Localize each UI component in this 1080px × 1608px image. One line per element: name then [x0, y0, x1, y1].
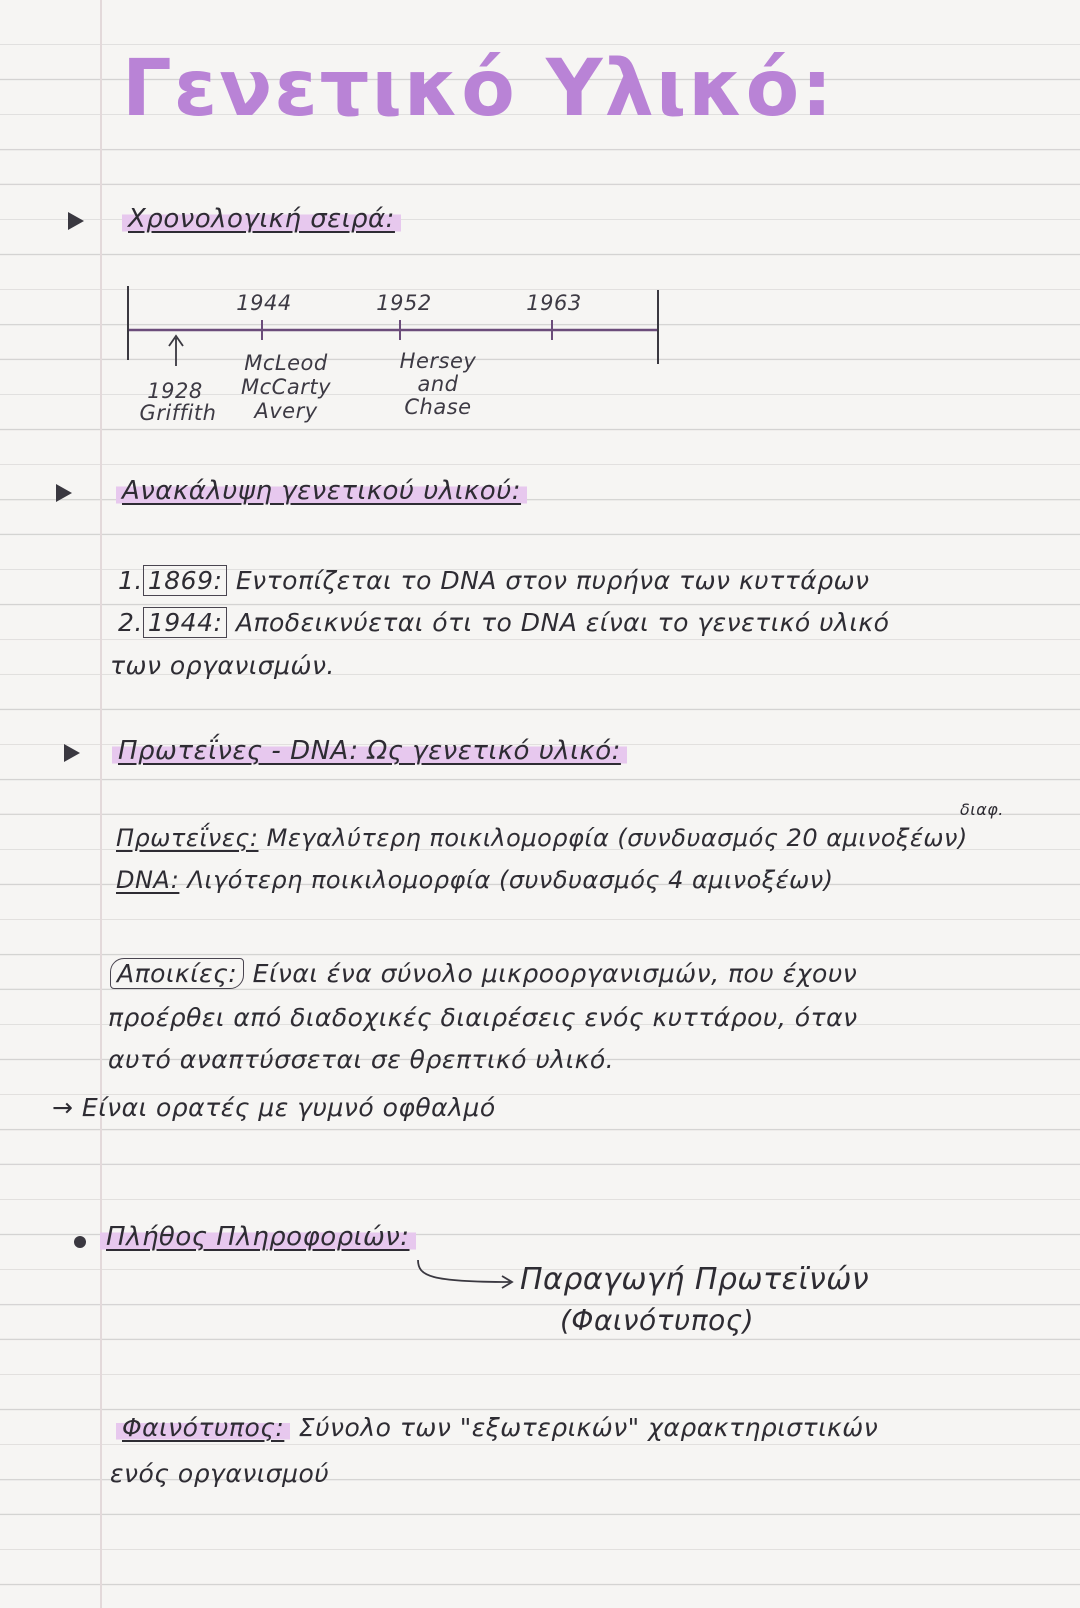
year-box: 1869: [143, 565, 228, 596]
phenotype-definition: Φαινότυπος: Σύνολο των "εξωτερικών" χαρακτηριστικών [116, 1410, 878, 1446]
phenotype-parenthetical: (Φαινότυπος) [560, 1304, 755, 1337]
phenotype-continuation: ενός οργανισμού [110, 1459, 330, 1488]
timeline-year-1944: 1944 [236, 291, 292, 315]
hook-arrow-icon [410, 1256, 520, 1296]
margin-line [100, 0, 102, 1608]
colonies-line-2: προέρθει από διαδοχικές διαιρέσεις ενός κυττάρου, όταν [108, 1003, 858, 1032]
timeline-1952-name-1: Hersey [399, 349, 477, 373]
timeline-1944-name-2: McCarty [241, 375, 331, 399]
timeline-1944-name-3: Avery [254, 399, 318, 423]
proteins-line: Πρωτεΐνες: Μεγαλύτερη ποικιλομορφία (συνδυασμός 20 αμινοξέων) [116, 824, 968, 852]
timeline-1944-name-1: McLeod [244, 351, 328, 375]
timeline-1952-name-2: and [417, 372, 459, 396]
discovery-continuation: των οργανισμών. [110, 651, 335, 680]
section-heading-chronology: Χρονολογική σειρά: [122, 204, 401, 234]
timeline-year-1952: 1952 [376, 291, 432, 315]
colonies-label: Αποικίες: [110, 958, 244, 989]
page-title: Γενετικό Υλικό: [122, 44, 835, 134]
discovery-item-1: 1. 1869: Εντοπίζεται το DNA στον πυρήνα των κυττάρων [118, 566, 870, 595]
colonies-line-1: Αποικίες: Είναι ένα σύνολο μικροοργανισμών, που έχουν [110, 956, 857, 992]
section-heading-discovery: Ανακάλυψη γενετικού υλικού: [116, 476, 527, 506]
proteins-note: διαφ. [960, 800, 1004, 819]
timeline-year-1963: 1963 [526, 291, 582, 315]
triangle-bullet-icon [56, 484, 72, 502]
triangle-bullet-icon [64, 744, 80, 762]
colonies-line-3: αυτό αναπτύσσεται σε θρεπτικό υλικό. [108, 1045, 615, 1074]
right-arrow-icon: → [52, 1093, 74, 1122]
dot-bullet-icon [74, 1236, 86, 1248]
timeline-1952-name-3: Chase [404, 395, 472, 419]
section-heading-proteins-dna: Πρωτεΐνες - DNA: Ως γενετικό υλικό: [112, 736, 627, 766]
colonies-arrow-note: → Είναι ορατές με γυμνό οφθαλμό [52, 1093, 496, 1122]
section-heading-information: Πλήθος Πληροφοριών: [100, 1222, 416, 1252]
year-box: 1944: [143, 607, 228, 638]
timeline-1928-year: 1928 [147, 379, 203, 403]
protein-production: Παραγωγή Πρωτεϊνών [520, 1262, 870, 1297]
discovery-item-2: 2. 1944: Αποδεικνύεται ότι το DNA είναι το γενετικό υλικό [118, 608, 890, 637]
triangle-bullet-icon [68, 212, 84, 230]
timeline-1928-name: Griffith [139, 401, 217, 425]
dna-line: DNA: Λιγότερη ποικιλομορφία (συνδυασμός 4 αμινοξέων) [116, 866, 834, 894]
